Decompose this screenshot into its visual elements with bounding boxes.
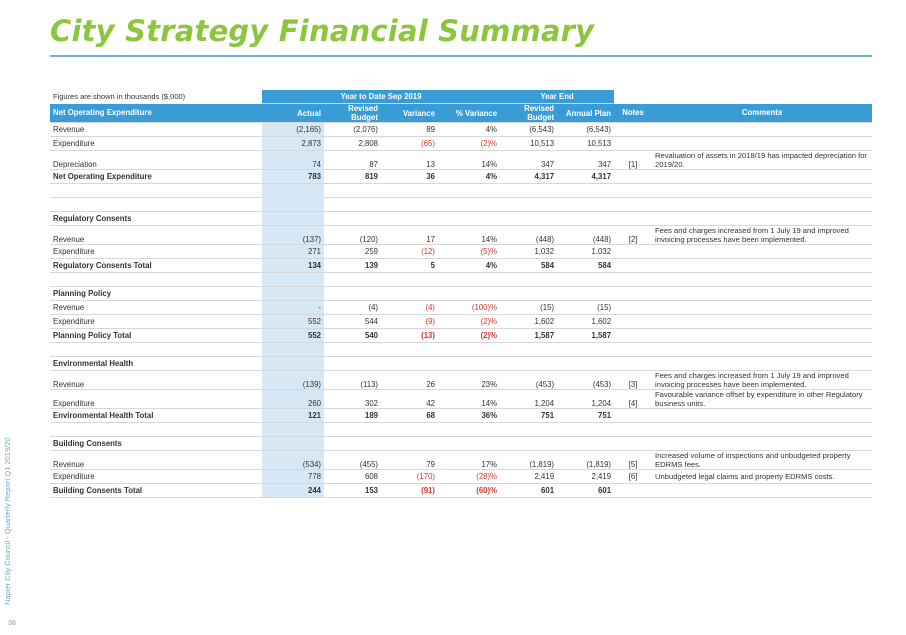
cell-variance: (13) [381,329,438,343]
cell-pct-variance: 36% [438,409,500,423]
cell-revised-budget: (4) [324,301,381,315]
cell-revised-budget: 2,808 [324,137,381,151]
cell-annual-plan: 751 [557,409,614,423]
row-label: Expenditure [50,470,262,484]
cell-annual-plan: 10,513 [557,137,614,151]
cell-revised-budget: 302 [324,390,381,409]
cell-variance: 5 [381,259,438,273]
section-heading: Regulatory Consents [50,212,262,226]
cell-variance: (91) [381,484,438,498]
cell-ye-revised-budget: 751 [500,409,557,423]
page-number: 38 [8,620,16,627]
cell-comments: Favourable variance offset by expenditure in other Regulatory business units. [652,390,872,409]
table-row [50,315,872,329]
row-label: Expenditure [50,245,262,259]
col-header-annual-plan: Annual Plan [557,104,614,123]
cell-pct-variance: (2)% [438,329,500,343]
cell-revised-budget: 608 [324,470,381,484]
table-row [50,245,872,259]
cell-variance: 13 [381,151,438,170]
section-heading-row [50,357,872,371]
cell-revised-budget: 259 [324,245,381,259]
cell-variance: (4) [381,301,438,315]
cell-pct-variance: 4% [438,259,500,273]
cell-pct-variance: (5)% [438,245,500,259]
cell-ye-revised-budget: 584 [500,259,557,273]
cell-actual: 271 [262,245,324,259]
cell-annual-plan: 601 [557,484,614,498]
cell-revised-budget: 139 [324,259,381,273]
table-row [50,470,872,484]
cell-pct-variance: 4% [438,123,500,137]
cell-pct-variance: 17% [438,451,500,470]
col-header-revised-budget: Revised Budget [324,104,381,123]
table-row [50,451,872,470]
table-row [50,137,872,151]
cell-ye-revised-budget: (6,543) [500,123,557,137]
cell-ye-revised-budget: 347 [500,151,557,170]
cell-actual: (137) [262,226,324,245]
cell-actual: (534) [262,451,324,470]
cell-pct-variance: (60)% [438,484,500,498]
total-row [50,329,872,343]
cell-pct-variance: 14% [438,226,500,245]
cell-ye-revised-budget: (15) [500,301,557,315]
total-row [50,484,872,498]
cell-variance: 79 [381,451,438,470]
cell-pct-variance: 14% [438,390,500,409]
cell-revised-budget: 87 [324,151,381,170]
row-label: Revenue [50,301,262,315]
row-label: Revenue [50,371,262,390]
cell-pct-variance: (2)% [438,137,500,151]
title-divider [50,55,872,57]
cell-revised-budget: (120) [324,226,381,245]
row-label: Revenue [50,451,262,470]
cell-pct-variance: (28)% [438,470,500,484]
cell-variance: 17 [381,226,438,245]
table-row [50,301,872,315]
cell-notes: [2] [614,226,652,245]
cell-actual: 552 [262,315,324,329]
cell-annual-plan: 1,204 [557,390,614,409]
cell-variance: (65) [381,137,438,151]
cell-notes [614,259,652,273]
cell-actual: 2,873 [262,137,324,151]
cell-comments: Increased volume of inspections and unbudgeted property EDRMS fees. [652,451,872,470]
cell-comments [652,315,872,329]
row-label: Depreciation [50,151,262,170]
financial-summary-table [50,90,872,498]
cell-notes [614,123,652,137]
section-heading-row [50,287,872,301]
figures-note: Figures are shown in thousands ($,000) [53,92,186,102]
cell-ye-revised-budget: (453) [500,371,557,390]
cell-notes [614,137,652,151]
cell-actual: 244 [262,484,324,498]
cell-annual-plan: (6,543) [557,123,614,137]
cell-actual: 74 [262,151,324,170]
page-title: City Strategy Financial Summary [50,14,595,48]
cell-ye-revised-budget: (448) [500,226,557,245]
row-label: Planning Policy Total [50,329,262,343]
table-row [50,226,872,245]
cell-comments [652,259,872,273]
cell-actual: 134 [262,259,324,273]
total-row [50,409,872,423]
cell-actual: (139) [262,371,324,390]
cell-annual-plan: (453) [557,371,614,390]
cell-comments: Revaluation of assets in 2018/19 has impacted depreciation for 2019/20. [652,151,872,170]
section-heading: Environmental Health [50,357,262,371]
cell-annual-plan: 1,032 [557,245,614,259]
col-header-variance: Variance [381,104,438,123]
cell-actual: 121 [262,409,324,423]
cell-notes [614,409,652,423]
col-header-name: Net Operating Expenditure [50,104,262,123]
section-heading-row [50,437,872,451]
cell-notes [614,484,652,498]
cell-comments [652,329,872,343]
side-label: Napier City Council - Quarterly Report Q1 2019/20 [3,437,12,605]
cell-ye-revised-budget: 1,587 [500,329,557,343]
cell-variance: 42 [381,390,438,409]
cell-pct-variance: 23% [438,371,500,390]
cell-annual-plan: 2,419 [557,470,614,484]
cell-notes [614,315,652,329]
cell-notes: [4] [614,390,652,409]
table-row [50,151,872,170]
row-label: Regulatory Consents Total [50,259,262,273]
row-label: Expenditure [50,315,262,329]
cell-actual: - [262,301,324,315]
cell-revised-budget: 189 [324,409,381,423]
cell-variance: (12) [381,245,438,259]
cell-ye-revised-budget: 1,032 [500,245,557,259]
cell-revised-budget: 819 [324,170,381,184]
row-label: Revenue [50,226,262,245]
cell-notes [614,245,652,259]
col-header-notes: Notes [614,104,652,123]
cell-comments: Fees and charges increased from 1 July 19 and improved invoicing processes have been implemented. [652,226,872,245]
section-heading: Building Consents [50,437,262,451]
row-label: Net Operating Expenditure [50,170,262,184]
cell-actual: 783 [262,170,324,184]
section-heading: Planning Policy [50,287,262,301]
table-row [50,123,872,137]
cell-notes: [5] [614,451,652,470]
cell-comments [652,170,872,184]
cell-ye-revised-budget: 2,419 [500,470,557,484]
cell-actual: (2,165) [262,123,324,137]
total-row [50,170,872,184]
cell-annual-plan: 584 [557,259,614,273]
row-label: Expenditure [50,137,262,151]
cell-actual: 778 [262,470,324,484]
cell-ye-revised-budget: (1,819) [500,451,557,470]
cell-actual: 260 [262,390,324,409]
cell-ye-revised-budget: 10,513 [500,137,557,151]
col-header-ye-revised-budget: Revised Budget [500,104,557,123]
cell-annual-plan: 4,317 [557,170,614,184]
cell-ye-revised-budget: 1,602 [500,315,557,329]
cell-pct-variance: 4% [438,170,500,184]
col-header-pct-variance: % Variance [438,104,500,123]
cell-revised-budget: 544 [324,315,381,329]
cell-annual-plan: 347 [557,151,614,170]
cell-annual-plan: (448) [557,226,614,245]
cell-pct-variance: 14% [438,151,500,170]
cell-variance: 36 [381,170,438,184]
row-label: Environmental Health Total [50,409,262,423]
section-heading-row [50,212,872,226]
header-band-row [50,90,872,104]
cell-comments [652,409,872,423]
cell-notes: [1] [614,151,652,170]
cell-comments: Fees and charges increased from 1 July 19 and improved invoicing processes have been implemented. [652,371,872,390]
cell-actual: 552 [262,329,324,343]
cell-pct-variance: (100)% [438,301,500,315]
column-header-row [50,104,872,123]
row-label: Revenue [50,123,262,137]
cell-notes [614,170,652,184]
cell-variance: (9) [381,315,438,329]
band-year-end: Year End [500,90,614,104]
cell-notes: [3] [614,371,652,390]
cell-revised-budget: (455) [324,451,381,470]
cell-pct-variance: (2)% [438,315,500,329]
cell-comments [652,301,872,315]
cell-revised-budget: (2,076) [324,123,381,137]
cell-comments [652,484,872,498]
cell-annual-plan: 1,602 [557,315,614,329]
cell-notes [614,329,652,343]
cell-comments [652,245,872,259]
row-label: Expenditure [50,390,262,409]
col-header-comments: Comments [652,104,872,123]
row-label: Building Consents Total [50,484,262,498]
cell-comments: Unbudgeted legal claims and property EDRMS costs. [652,470,872,484]
total-row [50,259,872,273]
cell-variance: 89 [381,123,438,137]
cell-comments [652,137,872,151]
cell-notes: [6] [614,470,652,484]
cell-annual-plan: (1,819) [557,451,614,470]
cell-revised-budget: (113) [324,371,381,390]
cell-revised-budget: 153 [324,484,381,498]
cell-annual-plan: 1,587 [557,329,614,343]
table-row [50,390,872,409]
cell-variance: 68 [381,409,438,423]
cell-variance: 26 [381,371,438,390]
cell-ye-revised-budget: 1,204 [500,390,557,409]
cell-ye-revised-budget: 4,317 [500,170,557,184]
col-header-actual: Actual [262,104,324,123]
cell-revised-budget: 540 [324,329,381,343]
cell-annual-plan: (15) [557,301,614,315]
band-ytd: Year to Date Sep 2019 [262,90,500,104]
cell-comments [652,123,872,137]
cell-notes [614,301,652,315]
cell-ye-revised-budget: 601 [500,484,557,498]
cell-variance: (170) [381,470,438,484]
table-row [50,371,872,390]
